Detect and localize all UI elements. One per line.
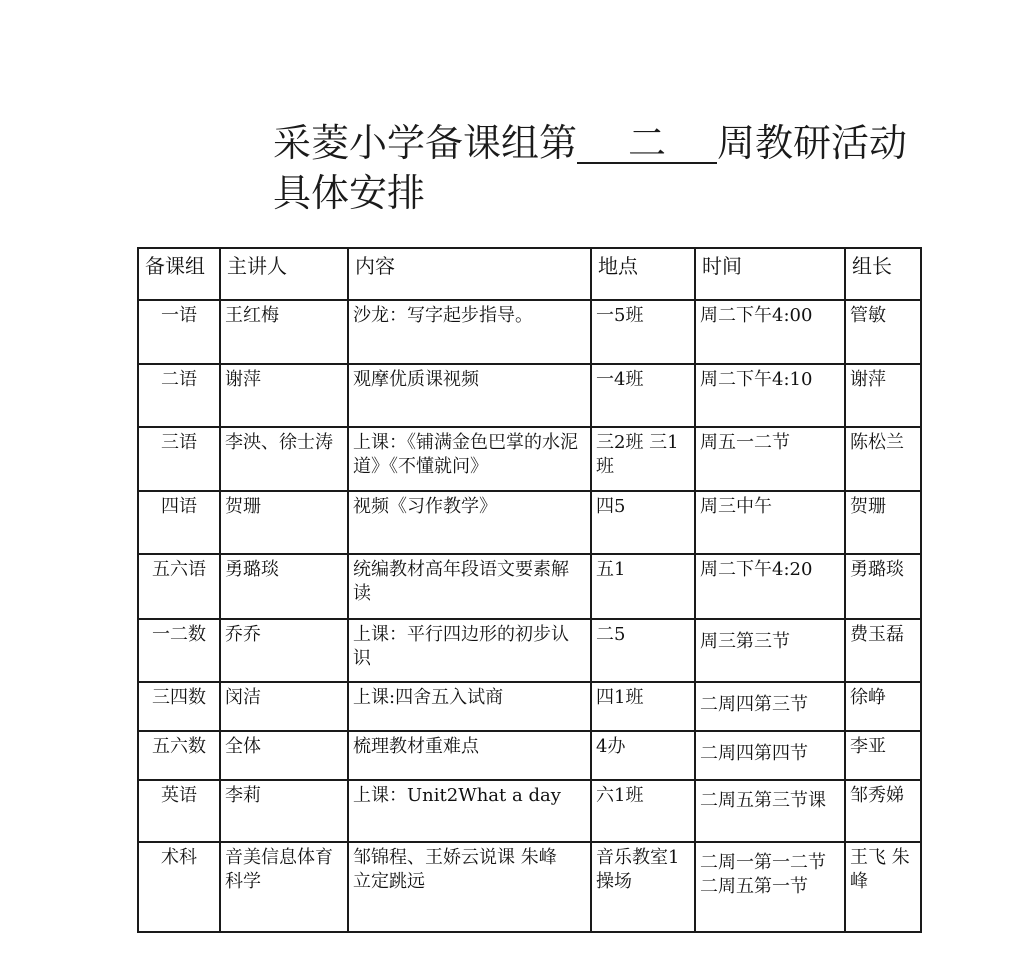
cell-group: 术科 <box>138 842 220 932</box>
cell-leader: 陈松兰 <box>845 427 921 491</box>
cell-leader: 徐峥 <box>845 682 921 731</box>
cell-speaker: 乔乔 <box>220 619 348 682</box>
cell-speaker: 闵洁 <box>220 682 348 731</box>
table-row <box>138 491 921 554</box>
cell-group: 一二数 <box>138 619 220 682</box>
cell-speaker: 王红梅 <box>220 300 348 364</box>
cell-leader: 费玉磊 <box>845 619 921 682</box>
cell-location: 三2班 三1班 <box>591 427 695 491</box>
cell-location: 四5 <box>591 491 695 554</box>
cell-time: 周二下午4:10 <box>695 364 845 427</box>
cell-time: 周五一二节 <box>695 427 845 491</box>
cell-time: 二周四第四节 <box>695 731 845 780</box>
cell-location: 一4班 <box>591 364 695 427</box>
cell-time: 周二下午4:00 <box>695 300 845 364</box>
cell-group: 五六语 <box>138 554 220 619</box>
cell-group: 三语 <box>138 427 220 491</box>
cell-location: 音乐教室1 操场 <box>591 842 695 932</box>
cell-location: 四1班 <box>591 682 695 731</box>
cell-leader: 谢萍 <box>845 364 921 427</box>
cell-time: 周二下午4:20 <box>695 554 845 619</box>
header-location: 地点 <box>591 248 695 300</box>
cell-group: 二语 <box>138 364 220 427</box>
cell-content: 上课：平行四边形的初步认识 <box>348 619 591 682</box>
cell-content: 上课:四舍五入试商 <box>348 682 591 731</box>
cell-content: 视频《习作教学》 <box>348 491 591 554</box>
title-prefix: 采菱小学备课组第 <box>273 121 578 165</box>
cell-content: 沙龙：写字起步指导。 <box>348 300 591 364</box>
cell-content: 邹锦程、王娇云说课 朱峰 立定跳远 <box>348 842 591 932</box>
table-row <box>138 619 921 682</box>
cell-content: 上课：《铺满金色巴掌的水泥道》《不懂就问》 <box>348 427 591 491</box>
cell-speaker: 音美信息体育科学 <box>220 842 348 932</box>
cell-leader: 勇璐琰 <box>845 554 921 619</box>
header-content: 内容 <box>348 248 591 300</box>
table-row <box>138 682 921 731</box>
header-leader: 组长 <box>845 248 921 300</box>
header-time: 时间 <box>695 248 845 300</box>
cell-speaker: 李泱、徐士涛 <box>220 427 348 491</box>
cell-group: 四语 <box>138 491 220 554</box>
table-row <box>138 731 921 780</box>
cell-group: 三四数 <box>138 682 220 731</box>
table-header-row <box>138 248 921 300</box>
cell-leader: 贺珊 <box>845 491 921 554</box>
table-row <box>138 427 921 491</box>
table-row <box>138 364 921 427</box>
cell-location: 二5 <box>591 619 695 682</box>
cell-leader: 李亚 <box>845 731 921 780</box>
cell-speaker: 李莉 <box>220 780 348 842</box>
cell-speaker: 贺珊 <box>220 491 348 554</box>
table-row <box>138 300 921 364</box>
cell-location: 五1 <box>591 554 695 619</box>
header-group: 备课组 <box>138 248 220 300</box>
schedule-table <box>137 247 922 933</box>
cell-content: 上课：Unit2What a day <box>348 780 591 842</box>
cell-time: 二周五第三节课 <box>695 780 845 842</box>
header-speaker: 主讲人 <box>220 248 348 300</box>
cell-content: 观摩优质课视频 <box>348 364 591 427</box>
cell-location: 4办 <box>591 731 695 780</box>
title-line2: 具体安排 <box>273 171 426 215</box>
cell-group: 一语 <box>138 300 220 364</box>
table-row <box>138 842 921 932</box>
cell-time: 周三第三节 <box>695 619 845 682</box>
title-suffix: 周教研活动 <box>717 121 908 165</box>
cell-content: 梳理教材重难点 <box>348 731 591 780</box>
title-week-blank: 二 <box>577 124 717 164</box>
table-row <box>138 780 921 842</box>
document-title <box>273 118 973 218</box>
cell-leader: 邹秀娣 <box>845 780 921 842</box>
cell-location: 一5班 <box>591 300 695 364</box>
cell-speaker: 谢萍 <box>220 364 348 427</box>
cell-time: 周三中午 <box>695 491 845 554</box>
table-row <box>138 554 921 619</box>
cell-location: 六1班 <box>591 780 695 842</box>
cell-leader: 管敏 <box>845 300 921 364</box>
cell-time: 二周四第三节 <box>695 682 845 731</box>
cell-content: 统编教材高年段语文要素解读 <box>348 554 591 619</box>
cell-group: 五六数 <box>138 731 220 780</box>
cell-group: 英语 <box>138 780 220 842</box>
cell-leader: 王飞 朱峰 <box>845 842 921 932</box>
cell-speaker: 勇璐琰 <box>220 554 348 619</box>
cell-time: 二周一第一二节 二周五第一节 <box>695 842 845 932</box>
cell-speaker: 全体 <box>220 731 348 780</box>
